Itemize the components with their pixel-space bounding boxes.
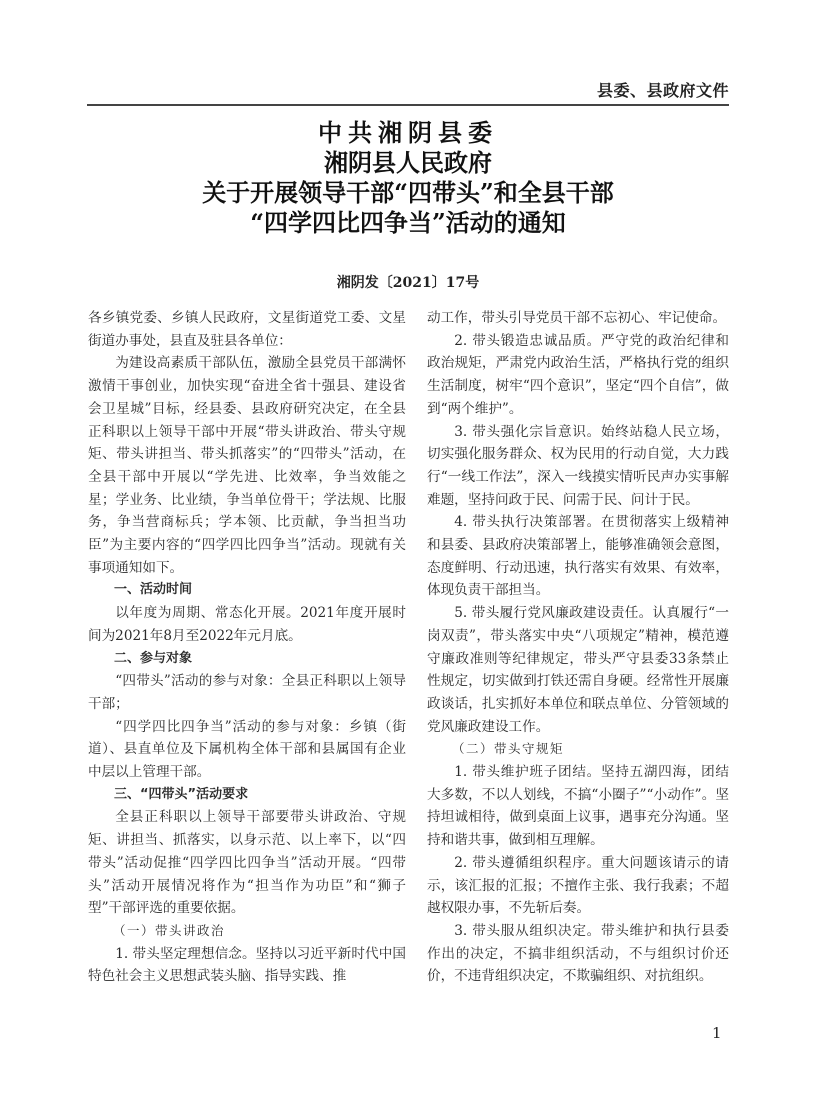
running-head-text: 县委、县政府文件 — [596, 81, 729, 100]
section-heading-participants: 二、参与对象 — [114, 650, 193, 666]
paragraph: 以年度为周期、常态化开展。2021年度开展时间为2021年8月至2022年元月底。 — [88, 605, 406, 644]
title-line-subject-2: “四学四比四争当”活动的通知 — [250, 208, 566, 237]
title-line-subject-1: 关于开展领导干部“四带头”和全县干部 — [202, 178, 614, 207]
right-column — [427, 307, 729, 988]
paragraph: 5. 带头履行党风廉政建设责任。认真履行“一岗双责”，带头落实中央“八项规定”精神，模范遵守廉政准则等纪律规定，带头严守县委33条禁止性规定，切实做到打铁还需自身硬。经常性开展廉政谈话，扎实抓好本单位和联点单位、分管领域的党风廉政建设工作。 — [427, 605, 729, 735]
paragraph: 2. 带头锻造忠诚品质。严守党的政治纪律和政治规矩，严肃党内政治生活，严格执行党的组织生活制度，树牢“四个意识”，坚定“四个自信”，做到“两个维护”。 — [427, 332, 729, 417]
paragraph: 全县正科职以上领导干部要带头讲政治、守规矩、讲担当、抓落实，以身示范、以上率下，以“四带头”活动促推“四学四比四争当”活动开展。“四带头”活动开展情况将作为“担当作为功臣”和“狮子型”干部评选的重要依据。 — [88, 809, 406, 917]
section-heading-time: 一、活动时间 — [114, 582, 193, 598]
title-line-issuer-2: 湘阴县人民政府 — [324, 148, 492, 177]
paragraph: “四学四比四争当”活动的参与对象：乡镇（街道）、县直单位及下属机构全体干部和县属国有企业中层以上管理干部。 — [88, 718, 406, 781]
paragraph: 3. 带头强化宗旨意识。始终站稳人民立场，切实强化服务群众、权为民用的行动自觉，大力践行“一线工作法”，深入一线摸实情听民声办实事解难题，坚持问政于民、问需于民、问计于民。 — [427, 423, 729, 508]
salutation: 各乡镇党委、乡镇人民政府，文星街道党工委、文星街道办事处，县直及驻县各单位： — [88, 310, 406, 349]
continuation-paragraph: 动工作，带头引导党员干部不忘初心、牢记使命。 — [427, 310, 727, 326]
left-column — [88, 307, 406, 988]
document-title — [87, 118, 729, 238]
subsection-heading-politics: （一）带头讲政治 — [113, 922, 226, 938]
page-number: 1 — [712, 1024, 722, 1042]
paragraph: 4. 带头执行决策部署。在贯彻落实上级精神和县委、县政府决策部署上，能够准确领会意图，态度鲜明、行动迅速，执行落实有效果、有效率，体现负责干部担当。 — [427, 514, 729, 599]
paragraph: “四带头”活动的参与对象：全县正科职以上领导干部； — [88, 673, 406, 712]
paragraph: 2. 带头遵循组织程序。重大问题该请示的请示，该汇报的汇报；不擅作主张、我行我素；不超越权限办事，不先斩后奏。 — [427, 854, 729, 917]
section-heading-requirements: 三、“四带头”活动要求 — [114, 786, 249, 802]
paragraph: 1. 带头维护班子团结。坚持五湖四海，团结大多数，不以人划线，不搞“小圈子”“小动作”。坚持坦诚相待，做到桌面上议事，遇事充分沟通。坚持和谐共事，做到相互理解。 — [427, 764, 729, 849]
intro-paragraph: 为建设高素质干部队伍，激励全县党员干部满怀激情干事创业，加快实现“奋进全省十强县、建设省会卫星城”目标，经县委、县政府研究决定，在全县正科职以上领导干部中开展“带头讲政治、带头守规矩、带头讲担当、带头抓落实”的“四带头”活动，在全县干部中开展以“学先进、比效率，争当效能之星；学业务、比业绩，争当单位骨干；学法规、比服务，争当营商标兵；学本领、比贡献，争当担当功臣”为主要内容的“四学四比四争当”活动。现就有关事项通知如下。 — [88, 355, 406, 576]
title-line-issuer-1: 中共湘阴县委 — [318, 118, 498, 147]
subsection-heading-rules: （二）带头守规矩 — [452, 741, 565, 757]
running-head — [87, 76, 729, 106]
document-number: 湘阴发〔2021〕17号 — [336, 275, 480, 291]
paragraph: 1. 带头坚定理想信念。坚持以习近平新时代中国特色社会主义思想武装头脑、指导实践、推 — [88, 945, 406, 985]
paragraph: 3. 带头服从组织决定。带头维护和执行县委作出的决定，不搞非组织活动，不与组织讨价还价，不违背组织决定，不欺骗组织、对抗组织。 — [427, 922, 729, 985]
